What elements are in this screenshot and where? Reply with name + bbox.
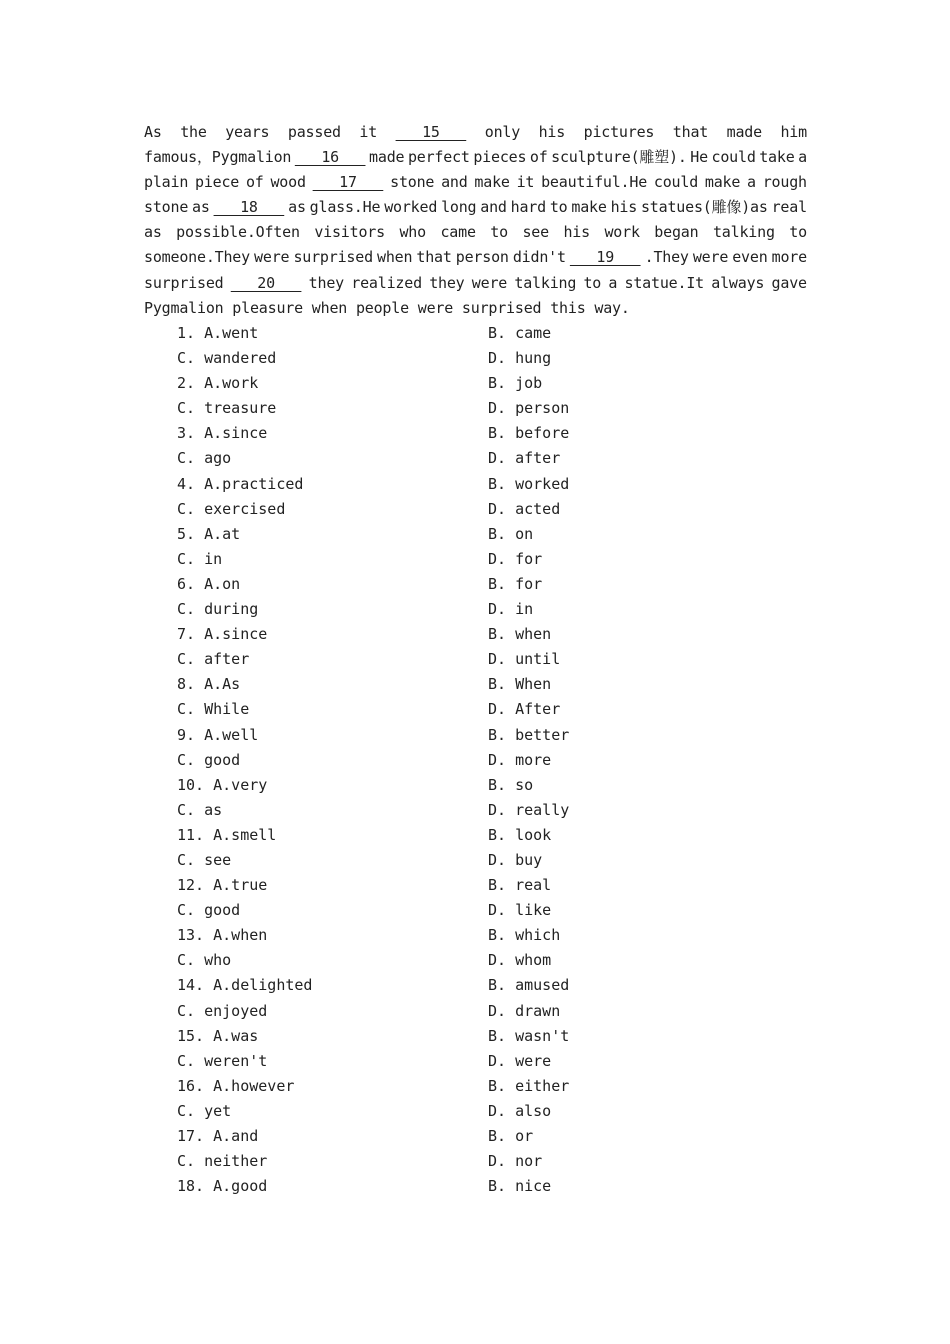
option-right: D. also [488, 1101, 552, 1120]
option-left: 4. A.practiced [177, 474, 304, 493]
option-row [0, 396, 950, 421]
option-right: B. job [488, 374, 543, 393]
passage-word: and [441, 173, 468, 192]
option-right: D. acted [488, 499, 561, 518]
option-right: D. until [488, 650, 561, 669]
option-left: 12. A.true [177, 876, 268, 895]
option-right: B. either [488, 1076, 570, 1095]
passage-line [144, 195, 807, 220]
passage-word: Pygmalion pleasure when people were surprised this way. [144, 298, 630, 317]
option-row [0, 1174, 950, 1199]
passage-word: him [780, 123, 807, 141]
option-row [0, 446, 950, 471]
passage-word: realized [351, 273, 422, 292]
option-row [0, 472, 950, 497]
passage-line [144, 296, 807, 321]
option-left: C. treasure [177, 399, 277, 418]
option-left: C. as [177, 800, 223, 819]
passage-word: they [308, 273, 344, 292]
passage-word: person [455, 248, 509, 267]
passage-word: pictures [583, 123, 655, 141]
option-right: B. worked [488, 474, 570, 493]
option-right: B. real [488, 876, 552, 895]
passage-word: didn't [512, 248, 566, 267]
option-left: 16. A.however [177, 1076, 295, 1095]
option-left: 8. A.As [177, 675, 241, 694]
option-row [0, 371, 950, 396]
passage-word: a [747, 173, 756, 192]
passage-word: worked [384, 198, 438, 217]
option-right: B. When [488, 675, 552, 694]
passage-word: as [192, 198, 210, 217]
option-right: B. for [488, 574, 543, 593]
option-row [0, 647, 950, 672]
option-left: C. in [177, 549, 223, 568]
passage-word: .They [644, 248, 689, 267]
option-left: 3. A.since [177, 424, 268, 443]
passage-word: glass.He [309, 198, 381, 217]
passage-line [144, 245, 807, 270]
option-left: 13. A.when [177, 926, 268, 945]
answer-blank: 17 [312, 173, 384, 192]
passage-word: who [399, 223, 426, 242]
option-left: 6. A.on [177, 574, 241, 593]
option-right: B. amused [488, 976, 570, 995]
answer-blank: 20 [230, 273, 302, 292]
option-row [0, 697, 950, 722]
option-row [0, 798, 950, 823]
option-row [0, 948, 950, 973]
passage-word: more [771, 248, 807, 267]
option-left: 18. A.good [177, 1177, 268, 1196]
passage-word: take [759, 148, 795, 167]
passage-word: that [672, 123, 709, 141]
option-row [0, 923, 950, 948]
option-left: C. good [177, 901, 241, 920]
option-left: 15. A.was [177, 1026, 259, 1045]
passage-word: piece [194, 173, 240, 192]
option-left: 17. A.and [177, 1127, 259, 1145]
option-right: D. in [488, 600, 534, 619]
passage-word: surprised [144, 273, 224, 292]
option-row [0, 973, 950, 998]
passage-word: they [429, 273, 465, 292]
passage-word: always [711, 273, 765, 292]
option-right: D. for [488, 549, 543, 568]
passage-word: his [538, 123, 566, 141]
passage-word: someone.They [144, 248, 250, 267]
option-right: D. nor [488, 1152, 543, 1171]
option-left: C. enjoyed [177, 1001, 268, 1020]
passage-word: to [549, 198, 568, 217]
option-row [0, 421, 950, 446]
option-row [0, 748, 950, 773]
passage-word: wood [270, 173, 306, 192]
passage-word: make [571, 198, 607, 217]
passage-word: work [604, 223, 640, 242]
passage-word: a [798, 148, 807, 167]
passage-word: it [516, 173, 535, 192]
passage-word: rough [762, 173, 807, 192]
option-left: C. after [177, 650, 250, 669]
passage-word: even [732, 248, 768, 267]
passage-word: as [144, 223, 162, 242]
passage-word: statues(雕像)as [640, 198, 768, 217]
option-row [0, 1074, 950, 1099]
option-right: D. more [488, 750, 552, 769]
option-left: 14. A.delighted [177, 976, 313, 995]
option-right: B. look [488, 825, 552, 844]
option-right: B. better [488, 725, 570, 744]
option-right: B. before [488, 424, 570, 443]
option-right: D. After [488, 700, 561, 719]
passage-word: it [359, 123, 378, 141]
option-left: C. see [177, 850, 232, 869]
option-left: C. good [177, 750, 241, 769]
option-row [0, 522, 950, 547]
option-left: C. exercised [177, 499, 286, 518]
option-right: D. after [488, 449, 561, 468]
passage-word: were [471, 273, 508, 292]
option-right: B. on [488, 524, 534, 543]
passage-word: made [726, 123, 762, 141]
answer-options-list [0, 321, 950, 1199]
option-right: D. buy [488, 850, 543, 869]
option-left: 11. A.smell [177, 825, 277, 844]
passage-word: were [254, 248, 290, 267]
option-row [0, 1099, 950, 1124]
option-left: 9. A.well [177, 725, 259, 744]
option-right: D. drawn [488, 1001, 561, 1020]
passage-word: when [376, 248, 413, 267]
option-right: B. came [488, 324, 552, 342]
option-row [0, 346, 950, 371]
option-left: 10. A.very [177, 775, 268, 794]
passage-word: possible.Often [176, 223, 300, 242]
answer-blank: 15 [395, 123, 467, 141]
passage-word: only [484, 123, 521, 141]
option-right: B. nice [488, 1177, 552, 1196]
option-row [0, 321, 950, 346]
option-row [0, 547, 950, 572]
passage-word: began [654, 223, 699, 242]
passage-word: as [288, 198, 306, 217]
option-row [0, 823, 950, 848]
passage-word: to [490, 223, 508, 242]
option-right: D. hung [488, 349, 552, 368]
passage-word: perfect [407, 148, 470, 167]
passage-line [144, 220, 807, 245]
cloze-passage [144, 120, 807, 321]
option-right: D. were [488, 1051, 552, 1070]
passage-word: famous，Pygmalion [144, 148, 292, 167]
passage-word: to [789, 223, 807, 242]
option-right: B. wasn't [488, 1026, 570, 1045]
option-row [0, 999, 950, 1024]
passage-word: talking [712, 223, 775, 242]
option-right: D. really [488, 800, 570, 819]
passage-word: make [474, 173, 510, 192]
option-row [0, 1124, 950, 1149]
answer-blank: 19 [569, 248, 641, 267]
passage-word: He [690, 148, 708, 167]
option-right: B. so [488, 775, 534, 794]
option-left: C. yet [177, 1101, 232, 1120]
passage-word: As [144, 123, 162, 141]
option-right: D. like [488, 901, 552, 920]
option-left: C. neither [177, 1152, 268, 1171]
option-right: B. or [488, 1127, 534, 1145]
option-row [0, 622, 950, 647]
option-row [0, 1024, 950, 1049]
passage-word: pieces [473, 148, 527, 167]
passage-word: the [180, 123, 207, 141]
passage-word: stone [390, 173, 435, 192]
answer-blank: 16 [294, 148, 366, 167]
option-row [0, 1049, 950, 1074]
option-row [0, 1149, 950, 1174]
passage-word: were [692, 248, 729, 267]
option-left: C. wandered [177, 349, 277, 368]
option-row [0, 572, 950, 597]
option-row [0, 723, 950, 748]
passage-word: real [771, 198, 807, 217]
option-row [0, 497, 950, 522]
option-left: 7. A.since [177, 625, 268, 644]
passage-word: that [416, 248, 452, 267]
passage-word: to [583, 273, 602, 292]
option-left: C. weren't [177, 1051, 268, 1070]
passage-word: hard [510, 198, 546, 217]
option-left: C. who [177, 951, 232, 970]
passage-word: sculpture(雕塑). [551, 148, 687, 167]
passage-word: his [610, 198, 638, 217]
option-right: D. whom [488, 951, 552, 970]
passage-word: talking [514, 273, 577, 292]
passage-word: his [563, 223, 590, 242]
passage-word: visitors [314, 223, 385, 242]
passage-line [144, 170, 807, 195]
passage-word: make [704, 173, 741, 192]
option-row [0, 773, 950, 798]
passage-word: of [245, 173, 264, 192]
option-left: C. during [177, 600, 259, 619]
answer-blank: 18 [213, 198, 285, 217]
option-left: C. While [177, 700, 250, 719]
passage-word: see [522, 223, 549, 242]
passage-word: could [711, 148, 756, 167]
passage-line [144, 145, 807, 170]
option-left: 5. A.at [177, 524, 241, 543]
passage-word: stone [144, 198, 189, 217]
passage-word: a [608, 273, 618, 292]
option-row [0, 848, 950, 873]
option-row [0, 597, 950, 622]
passage-word: could [653, 173, 699, 192]
passage-word: passed [287, 123, 341, 141]
passage-word: statue.It [624, 273, 704, 292]
passage-line [144, 120, 807, 145]
option-row [0, 873, 950, 898]
option-row [0, 898, 950, 923]
option-right: B. which [488, 926, 561, 945]
passage-word: and [480, 198, 507, 217]
option-right: D. person [488, 399, 570, 418]
option-left: C. ago [177, 449, 232, 468]
passage-word: surprised [293, 248, 373, 267]
passage-word: gave [771, 273, 807, 292]
option-right: B. when [488, 625, 552, 644]
option-left: 1. A.went [177, 324, 259, 342]
passage-word: years [225, 123, 270, 141]
passage-word: of [529, 148, 548, 167]
option-left: 2. A.work [177, 374, 259, 393]
passage-line [144, 271, 807, 296]
passage-word: beautiful.He [541, 173, 648, 192]
passage-word: long [441, 198, 477, 217]
passage-word: came [440, 223, 476, 242]
passage-word: made [369, 148, 405, 167]
option-row [0, 672, 950, 697]
passage-word: plain [144, 173, 189, 192]
